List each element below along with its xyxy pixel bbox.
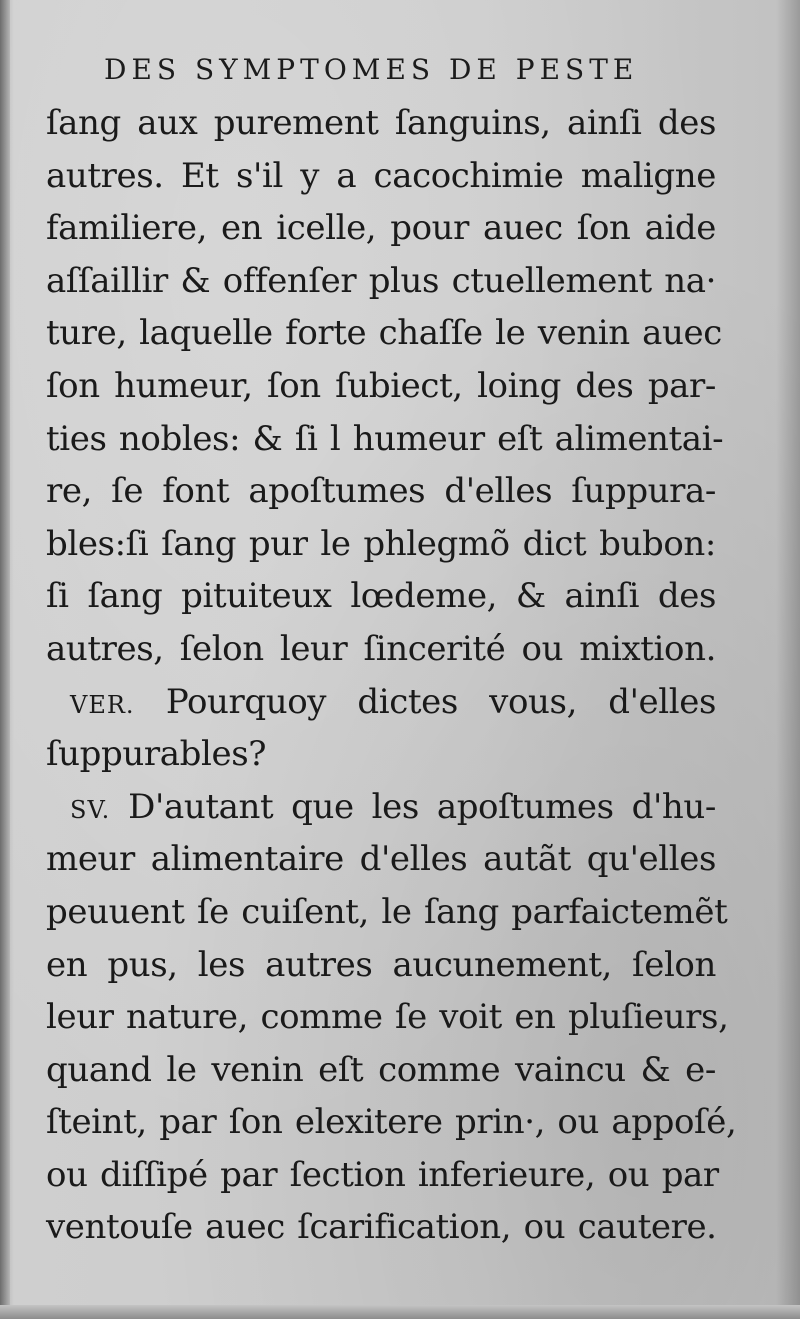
text-line: peuuent ſe cuiſent, le ſang parfaictemẽt: [46, 891, 728, 932]
text-line: quand le venin eſt comme vaincu & e-: [46, 1049, 716, 1090]
text-line: bles:ſi ſang pur le phlegmõ dict bubon:: [46, 523, 716, 564]
text-line: D'autant que les apoſtumes d'hu-: [128, 786, 716, 827]
text-line: ſang aux purement ſanguins, ainſi des: [46, 103, 716, 143]
text-line: autres. Et s'il y a cacochimie maligne: [46, 155, 716, 196]
text-line: meur alimentaire d'elles autãt qu'elles: [46, 839, 716, 880]
dialogue-line-ver: [46, 676, 716, 729]
text-line: ſi ſang pituiteux lœdeme, & ainſi des: [46, 576, 716, 617]
page-gutter-edge: [0, 0, 10, 1319]
text-line: ſon humeur, ſon ſubiect, loing des par-: [46, 365, 716, 406]
text-line: ſteint, par ſon elexitere prin·, ou appoſé,: [46, 1102, 737, 1143]
text-line: autres, ſelon leur ſincerité ou mixtion.: [46, 628, 716, 669]
text-line: ventouſe auec ſcarification, ou cautere.: [46, 1207, 717, 1248]
text-line: Pourquoy dictes vous, d'elles: [165, 681, 716, 722]
text-line: ou diſſipé par ſection inferieure, ou par: [46, 1154, 719, 1195]
text-block: [46, 97, 737, 1254]
text-line: familiere, en icelle, pour auec ſon aide: [46, 208, 716, 249]
dialogue-line-su: [46, 781, 716, 834]
text-line: en pus, les autres aucunement, ſelon: [46, 944, 716, 985]
page-bottom-edge: [0, 1305, 800, 1319]
text-line: ties nobles: & ſi l humeur eſt alimentai-: [46, 418, 724, 459]
speaker-label-ver: VER.: [70, 690, 135, 719]
speaker-label-su: SV.: [70, 795, 111, 824]
text-line: leur nature, comme ſe voit en pluſieurs,: [46, 997, 729, 1038]
text-line: ſuppurables?: [46, 734, 267, 775]
text-line: aſſaillir & offenſer plus ctuellement na·: [46, 260, 716, 301]
running-head: DES SYMPTOMES DE PESTE: [104, 53, 639, 86]
text-line: re, ſe font apoſtumes d'elles ſuppura-: [46, 471, 716, 512]
text-line: ture, laquelle forte chaſſe le venin auec: [46, 313, 722, 354]
